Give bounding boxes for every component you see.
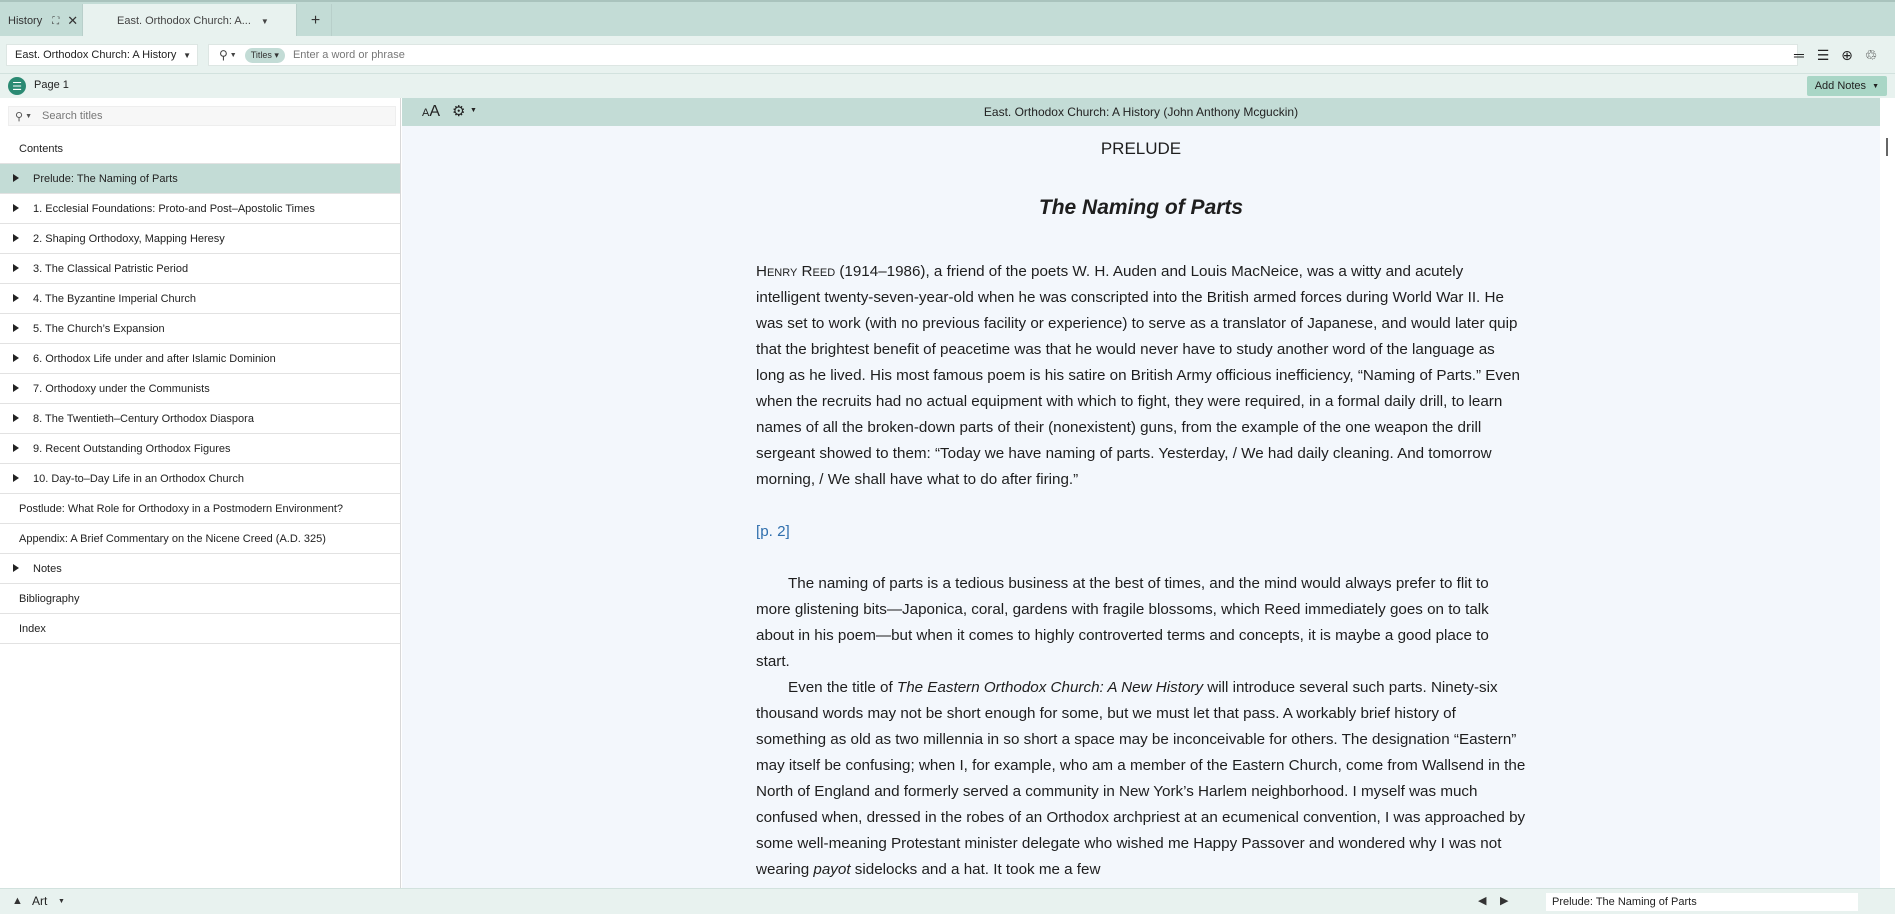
toc-item-label: Index [19,622,46,635]
tab-history[interactable] [0,4,78,38]
list-icon[interactable]: ☰ [1816,47,1830,63]
paragraph [756,675,1526,883]
search-icon[interactable]: ⚲ [15,110,24,123]
expand-arrow-icon[interactable] [13,204,19,212]
chevron-down-icon: ▼ [183,50,191,60]
paragraph-text: sidelocks and a hat. It took me a few [850,861,1101,878]
search-field[interactable] [208,44,1798,66]
toc-item-label: 6. Orthodox Life under and after Islamic Dominion [33,352,276,365]
toc-item[interactable] [0,254,400,284]
toc-list [0,134,400,644]
toc-item-label: Notes [33,562,62,575]
chevron-down-icon[interactable]: ▼ [25,112,32,120]
article-heading: The Naming of Parts [1038,196,1244,219]
expand-arrow-icon[interactable] [13,414,19,422]
expand-arrow-icon[interactable] [13,444,19,452]
toc-item-bibliography[interactable] [0,584,400,614]
toc-item[interactable] [0,404,400,434]
toc-item-label: 10. Day-to–Day Life in an Orthodox Church [33,472,244,485]
italic-term: payot [813,861,851,878]
location-field[interactable]: Prelude: The Naming of Parts [1546,893,1858,911]
add-notes-button[interactable] [1807,76,1887,96]
sidebar-search[interactable] [8,106,396,126]
library-icon[interactable]: ▲ [12,895,23,907]
toc-item-appendix[interactable] [0,524,400,554]
toc-item-label: 7. Orthodoxy under the Communists [33,382,210,395]
author-name: Henry Reed [756,263,836,280]
text-size-icon[interactable]: AA [422,103,441,120]
toc-item-label: 5. The Church’s Expansion [33,322,165,335]
toc-item-label: 9. Recent Outstanding Orthodox Figures [33,442,231,455]
add-notes-label: Add Notes [1814,80,1867,92]
toc-item[interactable] [0,284,400,314]
tab-book[interactable] [82,4,297,38]
reader-body[interactable] [402,126,1880,888]
toc-item-label: 3. The Classical Patristic Period [33,262,189,275]
toc-item[interactable] [0,194,400,224]
add-circle-icon[interactable]: ⊕ [1841,47,1853,63]
close-icon[interactable]: ✕ [67,13,79,28]
toc-item-label: 4. The Byzantine Imperial Church [33,292,197,305]
page-reference-link[interactable]: [p. 2] [756,523,790,540]
scrollbar-thumb[interactable] [1886,138,1888,156]
paragraph-text: Even the title of [788,679,897,696]
toolbar-icons [1791,46,1879,64]
chevron-down-icon[interactable]: ▼ [470,107,477,114]
sidebar [0,98,401,888]
toc-item-label: 1. Ecclesial Foundations: Proto-and Post–Apostolic Times [33,202,315,215]
toc-item-label: Postlude: What Role for Orthodoxy in a Postmodern Environment? [19,502,344,515]
pin-icon[interactable]: ⛶ [52,15,60,27]
tab-strip [0,0,1895,36]
toc-item-prelude[interactable] [0,164,400,194]
scope-pill-label: Titles [250,49,272,60]
toc-item[interactable] [0,374,400,404]
expand-arrow-icon[interactable] [13,354,19,362]
search-icon[interactable]: ⚲ [219,48,228,62]
tab-book-label: East. Orthodox Church: A... [117,15,251,27]
resource-select-label: East. Orthodox Church: A History [15,49,177,61]
paragraph-text: (1914–1986), a friend of the poets W. H. Auden and Louis MacNeice, was a witty and acutely intelligent twenty-seven-year-old when he was conscripted into the British armed forces during World War II. He was set to work (with no previous facility or experience) to serve as a translator of Japanese, and would later quip that the brightest benefit of peacetime was that he would never have to study another word of the language as long as he lived. His most famous poem is his satire on British Army officious inefficiency, “Naming of Parts.” Even when the recruits had no actual equipment with which to fight, they were required, in a formal daily drill, to learn names of all the broken-down parts of their (nonexistent) guns, from the example of the one weapon the drill sergeant showed to them: “Today we have naming of parts. Yesterday, / We had daily cleaning. And tomorrow morning, / We shall have what to do after firing.” [756,263,1520,488]
toc-item[interactable] [0,344,400,374]
toc-item[interactable] [0,314,400,344]
toc-item[interactable] [0,464,400,494]
share-icon[interactable]: ♲ [1864,47,1878,63]
toc-contents-label: Contents [19,142,64,155]
previous-icon[interactable]: ◀ [1478,895,1487,907]
toc-item-label: 2. Shaping Orthodoxy, Mapping Heresy [33,232,225,245]
expand-arrow-icon[interactable] [13,384,19,392]
resource-select[interactable] [6,44,198,66]
paragraph [756,259,1526,493]
library-label[interactable]: Art [32,894,48,908]
toc-item-notes[interactable] [0,554,400,584]
toc-item-label: Prelude: The Naming of Parts [33,172,178,185]
expand-arrow-icon[interactable] [13,324,19,332]
toc-item-label: Bibliography [19,592,80,605]
expand-arrow-icon[interactable] [13,564,19,572]
toc-item[interactable] [0,434,400,464]
toc-item-postlude[interactable] [0,494,400,524]
expand-arrow-icon[interactable] [13,174,19,182]
toc-contents-heading[interactable] [0,134,400,164]
toc-item-index[interactable] [0,614,400,644]
chevron-down-icon[interactable]: ▼ [229,51,237,59]
scope-pill[interactable]: Titles ▾ [245,48,285,63]
toc-toggle-icon[interactable]: ☰ [8,77,26,95]
chevron-down-icon[interactable]: ▼ [58,898,65,905]
chevron-down-icon: ▼ [1872,82,1879,90]
chevron-down-icon[interactable]: ▼ [260,16,269,26]
search-input[interactable] [291,48,1491,62]
toc-item[interactable] [0,224,400,254]
status-bar [0,888,1895,914]
expand-arrow-icon[interactable] [13,294,19,302]
search-bar [0,36,1895,74]
gear-icon[interactable]: ⚙ [452,103,466,120]
toc-item-label: 8. The Twentieth–Century Orthodox Diaspora [33,412,254,425]
paragraph-text: will introduce several such parts. Ninety-six thousand words may not be short enough for some, but we must let that pass. A workably brief history of something as old as two millennia in so short a space may be inconceivable for others. The designation “Eastern” may itself be confusing; when I, for example, who am a member of the Eastern Church, come from Wallsend in the North of England and formerly served a community in New York’s Harlem neighborhood. I myself was much confused when, dressed in the robes of an Orthodox archpriest at an ecumenical convention, I was approached by some well-meaning Protestant minister delegate who wished me Happy Passover and wondered why I was not wearing [756,679,1526,878]
next-icon[interactable]: ▶ [1500,895,1509,907]
toc-item-label: Appendix: A Brief Commentary on the Nicene Creed (A.D. 325) [19,532,326,545]
section-label: PRELUDE [1100,139,1182,158]
reader-title: East. Orthodox Church: A History (John Anthony Mcguckin) [983,105,1299,119]
article [756,126,1526,883]
expand-arrow-icon[interactable] [13,474,19,482]
sidebar-search-input[interactable] [40,109,340,123]
reader-header [402,98,1880,126]
book-title: The Eastern Orthodox Church: A New History [896,679,1204,696]
page-label: Page 1 [34,79,69,91]
expand-arrow-icon[interactable] [13,234,19,242]
paragraph: The naming of parts is a tedious business at the best of times, and the mind would always prefer to flit to more glistening bits—Japonica, coral, gardens with fragile blossoms, which Reed immediately goes on to talk about in his poem—but when it comes to highly controverted terms and concepts, it is maybe a good place to start. [756,575,1489,670]
new-tab-button[interactable]: + [300,4,332,38]
tab-history-label: History [8,15,43,27]
menu-icon[interactable]: ═ [1794,47,1804,63]
expand-arrow-icon[interactable] [13,264,19,272]
page-bar [0,74,1895,98]
